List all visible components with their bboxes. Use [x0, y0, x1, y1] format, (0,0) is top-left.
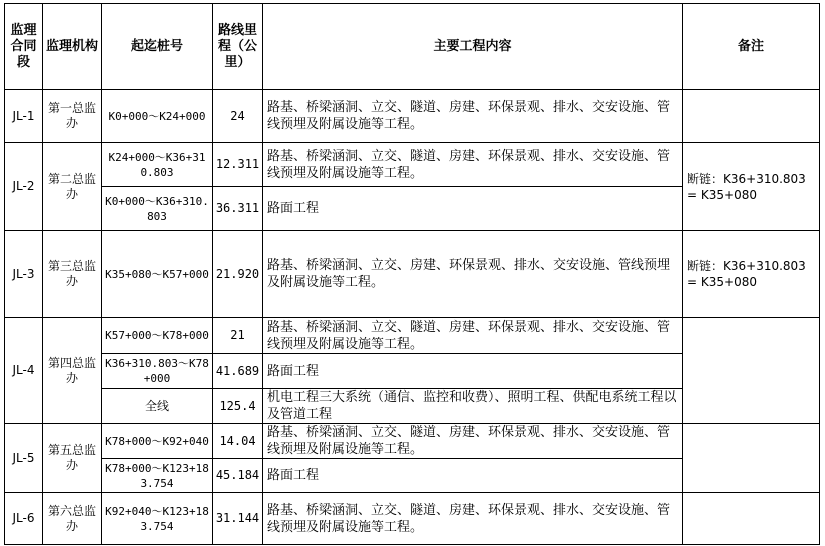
- contract-cell: JL-4: [5, 318, 43, 424]
- stake-cell: K24+000～K36+310.803: [102, 143, 213, 187]
- contract-cell: JL-3: [5, 231, 43, 318]
- stake-cell: K92+040～K123+183.754: [102, 493, 213, 545]
- content-cell: 路基、桥梁涵洞、立交、隧道、房建、环保景观、排水、交安设施、管线预埋及附属设施等工程。: [263, 318, 683, 354]
- org-cell: 第四总监办: [43, 318, 102, 424]
- mileage-cell: 24: [213, 90, 263, 143]
- header-content: 主要工程内容: [263, 4, 683, 90]
- table-row: [5, 318, 820, 354]
- note-cell: [683, 90, 820, 143]
- header-note: 备注: [683, 4, 820, 90]
- mileage-cell: 12.311: [213, 143, 263, 187]
- contract-cell: JL-1: [5, 90, 43, 143]
- content-cell: 路基、桥梁涵洞、立交、隧道、房建、环保景观、排水、交安设施、管线预埋及附属设施等工程。: [263, 493, 683, 545]
- mileage-cell: 41.689: [213, 354, 263, 389]
- org-cell: 第二总监办: [43, 143, 102, 231]
- contract-cell: JL-2: [5, 143, 43, 231]
- header-org: 监理机构: [43, 4, 102, 90]
- header-contract: 监理合同段: [5, 4, 43, 90]
- header-mileage: 路线里程（公里）: [213, 4, 263, 90]
- stake-cell: K36+310.803～K78+000: [102, 354, 213, 389]
- stake-cell: K35+080～K57+000: [102, 231, 213, 318]
- content-cell: 路基、桥梁涵洞、立交、房建、环保景观、排水、交安设施、管线预埋及附属设施等工程。: [263, 231, 683, 318]
- note-cell: 断链：K36+310.803= K35+080: [683, 231, 820, 318]
- stake-cell: K78+000～K123+183.754: [102, 459, 213, 493]
- content-cell: 路基、桥梁涵洞、立交、隧道、房建、环保景观、排水、交安设施、管线预埋及附属设施等工程。: [263, 424, 683, 459]
- note-cell: [683, 493, 820, 545]
- mileage-cell: 21: [213, 318, 263, 354]
- supervision-table: [4, 3, 820, 545]
- contract-cell: JL-6: [5, 493, 43, 545]
- stake-cell: K0+000～K36+310.803: [102, 187, 213, 231]
- content-cell: 路基、桥梁涵洞、立交、隧道、房建、环保景观、排水、交安设施、管线预埋及附属设施等工程。: [263, 143, 683, 187]
- content-cell: 路面工程: [263, 459, 683, 493]
- stake-cell: 全线: [102, 389, 213, 424]
- table-row: [5, 231, 820, 318]
- org-cell: 第一总监办: [43, 90, 102, 143]
- header-stake: 起迄桩号: [102, 4, 213, 90]
- stake-cell: K57+000～K78+000: [102, 318, 213, 354]
- mileage-cell: 45.184: [213, 459, 263, 493]
- note-cell: [683, 318, 820, 424]
- table-row: [5, 424, 820, 459]
- mileage-cell: 14.04: [213, 424, 263, 459]
- org-cell: 第六总监办: [43, 493, 102, 545]
- mileage-cell: 21.920: [213, 231, 263, 318]
- org-cell: 第三总监办: [43, 231, 102, 318]
- note-cell: 断链：K36+310.803= K35+080: [683, 143, 820, 231]
- table-row: [5, 90, 820, 143]
- contract-cell: JL-5: [5, 424, 43, 493]
- mileage-cell: 36.311: [213, 187, 263, 231]
- header-row: [5, 4, 820, 90]
- mileage-cell: 31.144: [213, 493, 263, 545]
- content-cell: 路面工程: [263, 187, 683, 231]
- table-row: [5, 143, 820, 187]
- content-cell: 路基、桥梁涵洞、立交、隧道、房建、环保景观、排水、交安设施、管线预埋及附属设施等工程。: [263, 90, 683, 143]
- table-row: [5, 493, 820, 545]
- org-cell: 第五总监办: [43, 424, 102, 493]
- mileage-cell: 125.4: [213, 389, 263, 424]
- stake-cell: K0+000～K24+000: [102, 90, 213, 143]
- content-cell: 路面工程: [263, 354, 683, 389]
- content-cell: 机电工程三大系统（通信、监控和收费）、照明工程、供配电系统工程以及管道工程: [263, 389, 683, 424]
- note-cell: [683, 424, 820, 493]
- stake-cell: K78+000～K92+040: [102, 424, 213, 459]
